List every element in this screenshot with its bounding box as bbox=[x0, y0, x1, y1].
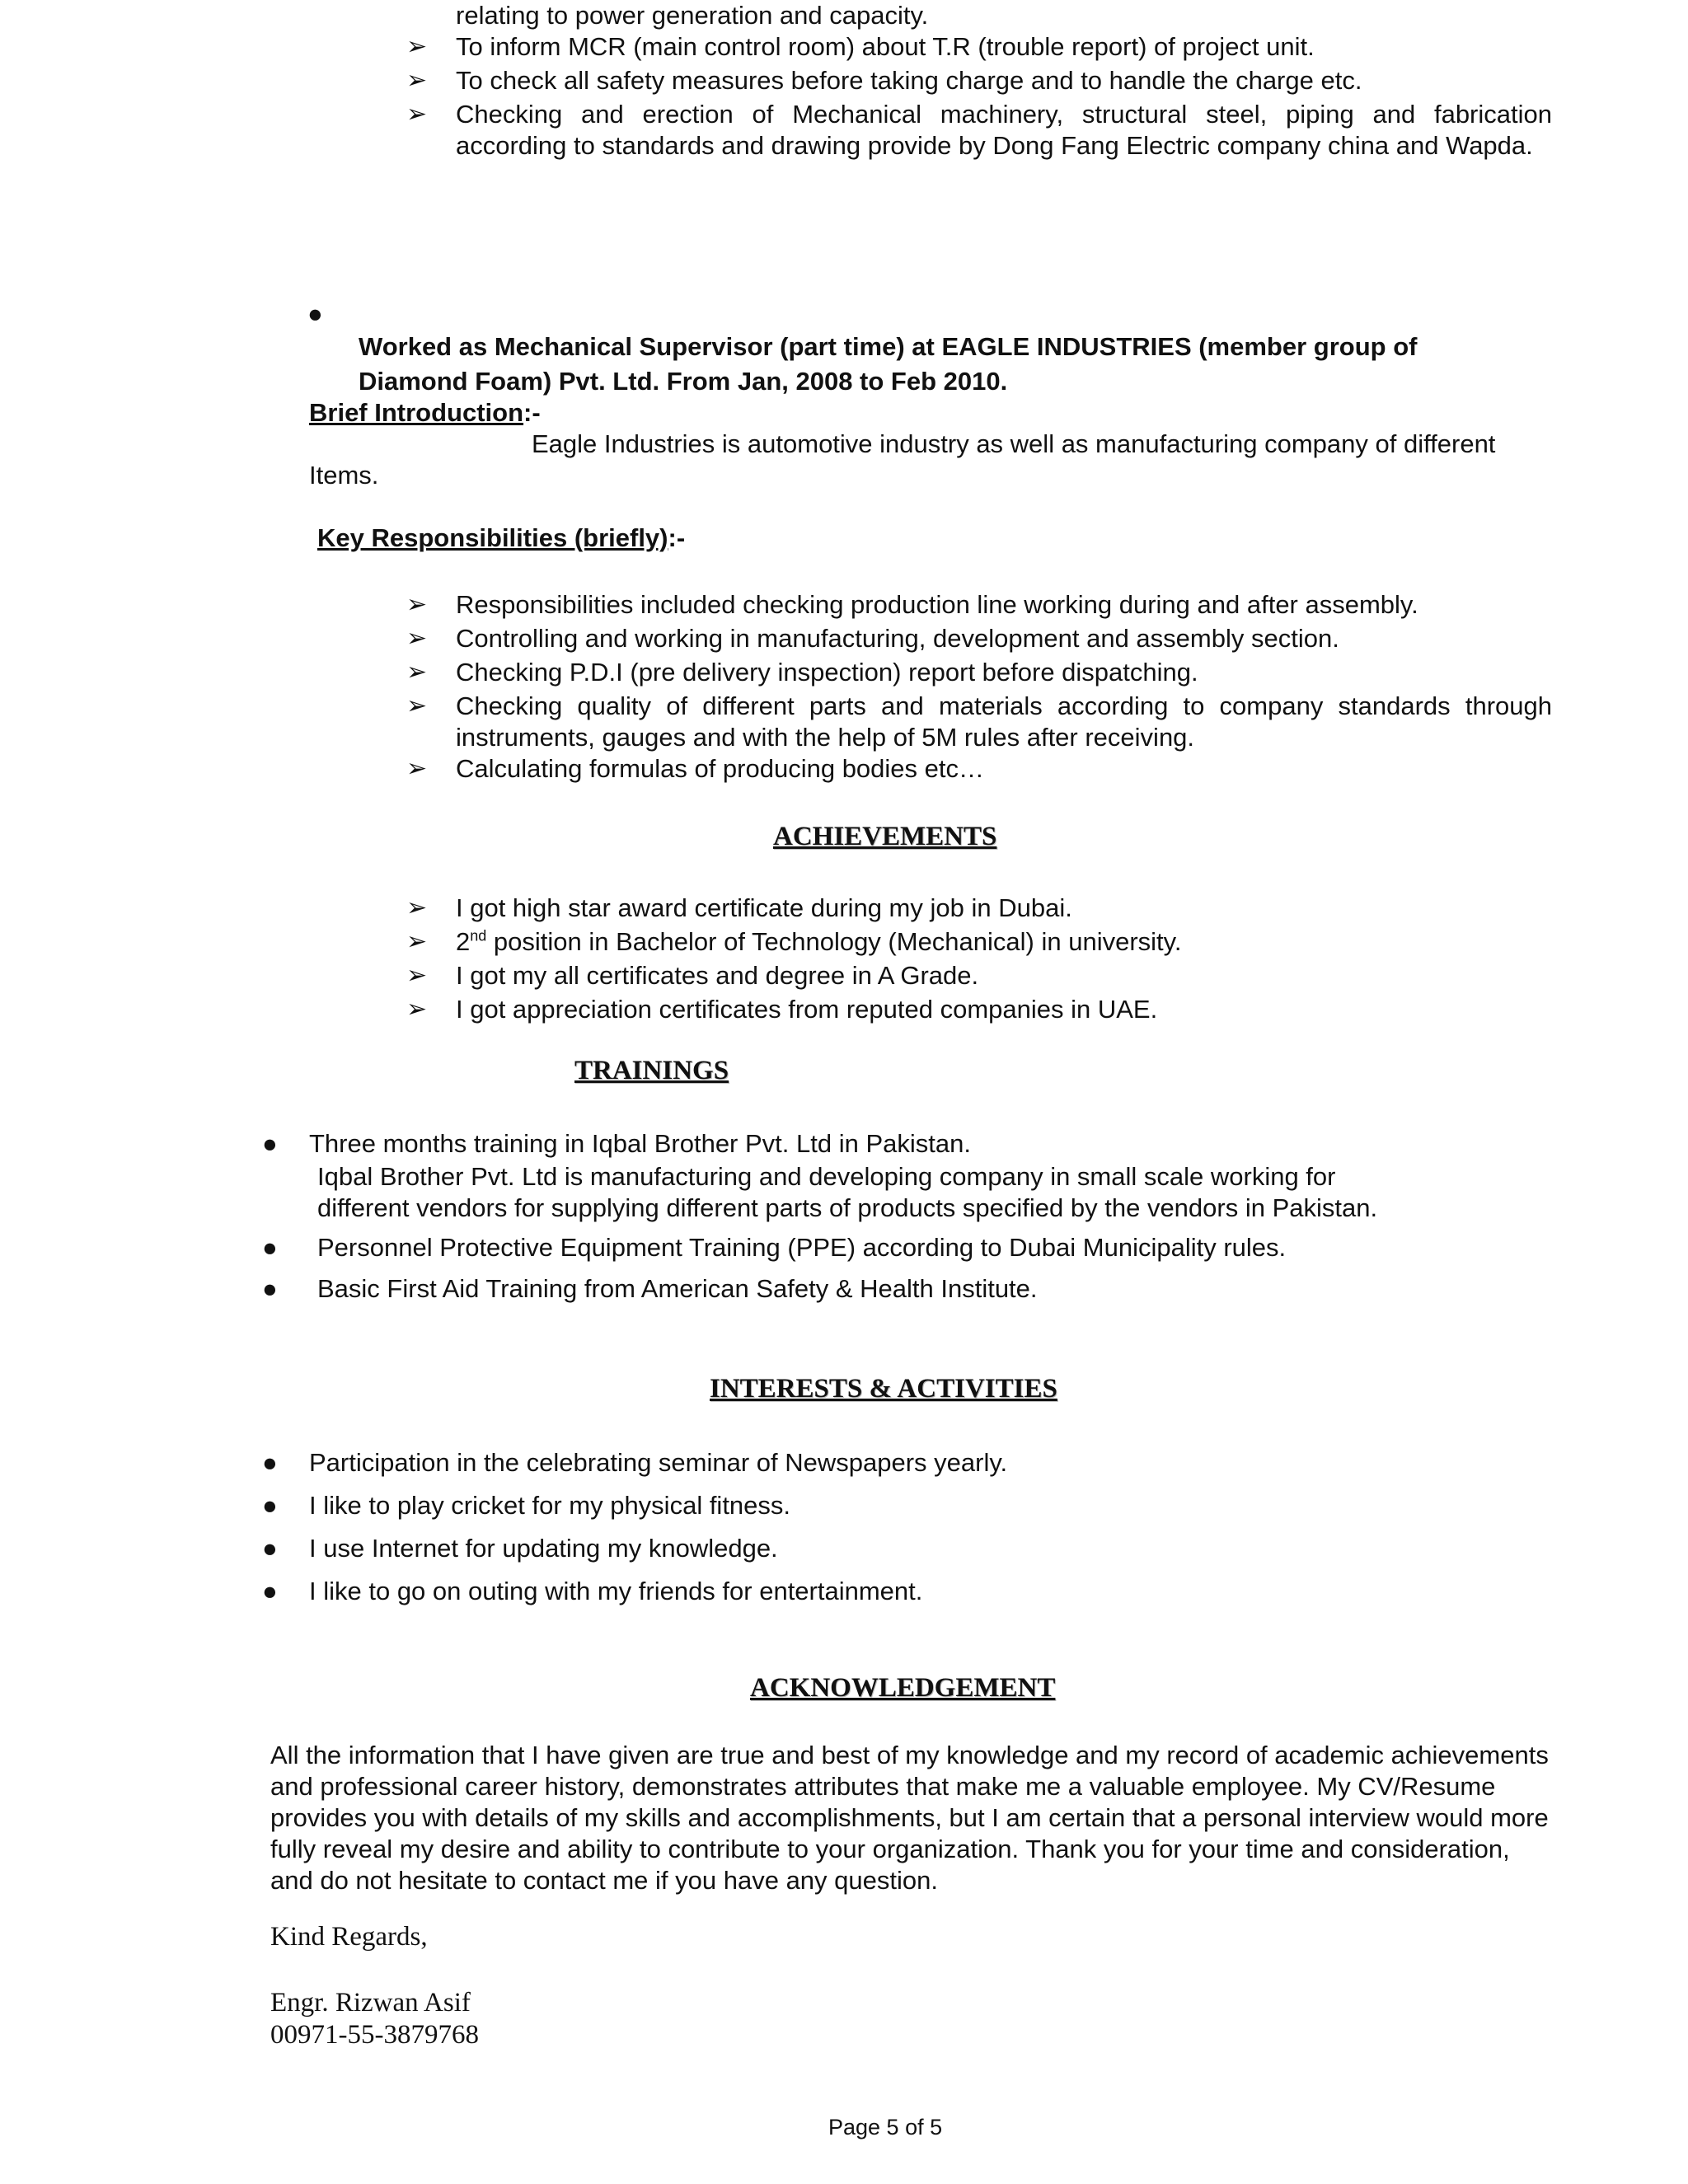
list-item bbox=[406, 893, 1552, 926]
acknowledgement-text: All the information that I have given are true and best of my knowledge and my record of academic achievements and professional career history, demonstrates attributes that make me a valuable employee. My CV/Resume provides you with details of my skills and accomplishments, but I am certain that a personal interview would more fully reveal my desire and ability to contribute to your organization. Thank you for your time and consideration, and do not hesitate to contact me if you have any question. bbox=[270, 1741, 1549, 1895]
job-title: Worked as Mechanical Supervisor (part time) at EAGLE INDUSTRIES (member group of Diamond Foam) Pvt. Ltd. From Jan, 2008 to Feb 2010. bbox=[359, 332, 1418, 396]
list-item bbox=[406, 960, 1552, 994]
list-item bbox=[406, 926, 1552, 960]
list-item-text: I got my all certificates and degree in A Grade. bbox=[456, 961, 979, 990]
brief-introduction-suffix: :- bbox=[523, 398, 541, 427]
arrow-bullet-icon: ➢ bbox=[406, 658, 428, 687]
list-item-text: To inform MCR (main control room) about T.R (trouble report) of project unit. bbox=[456, 32, 1315, 61]
key-responsibilities-suffix: :- bbox=[668, 523, 686, 552]
ordinal-suffix: nd bbox=[470, 927, 487, 944]
bullet-dot-icon: ● bbox=[307, 299, 323, 328]
list-item bbox=[406, 99, 1552, 162]
list-item bbox=[406, 691, 1552, 753]
arrow-bullet-icon: ➢ bbox=[406, 66, 428, 95]
key-responsibilities-list bbox=[406, 589, 1552, 787]
list-item-text: I got high star award certificate during my job in Dubai. bbox=[456, 893, 1072, 922]
bullet-dot-icon: ● bbox=[262, 1129, 278, 1158]
interest-item bbox=[262, 1576, 1432, 1619]
list-item-text: I got appreciation certificates from reputed companies in UAE. bbox=[456, 995, 1158, 1024]
achievements-heading: ACHIEVEMENTS bbox=[773, 822, 997, 851]
arrow-bullet-icon: ➢ bbox=[406, 995, 428, 1024]
list-item bbox=[406, 623, 1552, 657]
bullet-dot-icon: ● bbox=[262, 1534, 278, 1563]
training-description: Iqbal Brother Pvt. Ltd is manufacturing and developing company in small scale working for different vendors for supplying different parts of products specified by the vendors in Pakistan. bbox=[317, 1162, 1378, 1222]
list-item-text: Controlling and working in manufacturing, development and assembly section. bbox=[456, 624, 1339, 653]
training-item bbox=[262, 1128, 1432, 1161]
key-responsibilities-label bbox=[317, 523, 685, 554]
interest-item bbox=[262, 1533, 1432, 1576]
trainings-list bbox=[262, 1128, 1432, 1315]
interest-item bbox=[262, 1447, 1432, 1490]
trainings-heading: TRAININGS bbox=[574, 1056, 729, 1085]
brief-introduction-text: Eagle Industries is automotive industry as well as manufacturing company of different bbox=[532, 429, 1496, 458]
bullet-dot-icon: ● bbox=[262, 1577, 278, 1605]
list-item bbox=[406, 31, 1552, 65]
continuation-line: relating to power generation and capacity. bbox=[456, 1, 929, 30]
bullet-dot-icon: ● bbox=[262, 1491, 278, 1520]
arrow-bullet-icon: ➢ bbox=[406, 32, 428, 61]
brief-introduction-heading: Brief Introduction bbox=[309, 398, 524, 427]
bullet-dot-icon: ● bbox=[262, 1233, 278, 1262]
list-item bbox=[406, 753, 1552, 787]
interests-heading: INTERESTS & ACTIVITIES bbox=[710, 1374, 1057, 1404]
achievements-list bbox=[406, 893, 1552, 1028]
training-title: Personnel Protective Equipment Training (PPE) according to Dubai Municipality rules. bbox=[317, 1233, 1287, 1262]
ordinal-number: 2 bbox=[456, 927, 471, 956]
job-heading bbox=[307, 298, 1519, 399]
training-title: Three months training in Iqbal Brother Pvt. Ltd in Pakistan. bbox=[309, 1129, 971, 1158]
arrow-bullet-icon: ➢ bbox=[406, 893, 428, 922]
arrow-bullet-icon: ➢ bbox=[406, 754, 428, 783]
arrow-bullet-icon: ➢ bbox=[406, 624, 428, 653]
arrow-list bbox=[406, 893, 1552, 1028]
interest-text: I like to go on outing with my friends for entertainment. bbox=[309, 1577, 923, 1605]
list-item-text: Checking P.D.I (pre delivery inspection) report before dispatching. bbox=[456, 658, 1198, 687]
training-title: Basic First Aid Training from American Safety & Health Institute. bbox=[317, 1274, 1038, 1303]
arrow-bullet-icon: ➢ bbox=[406, 691, 428, 720]
arrow-bullet-icon: ➢ bbox=[406, 961, 428, 990]
interest-text: Participation in the celebrating seminar of Newspapers yearly. bbox=[309, 1448, 1008, 1477]
arrow-list bbox=[406, 31, 1552, 162]
signature-phone: 00971-55-3879768 bbox=[270, 2020, 479, 2050]
bullet-dot-icon: ● bbox=[262, 1448, 278, 1477]
list-item bbox=[406, 657, 1552, 691]
arrow-bullet-icon: ➢ bbox=[406, 100, 428, 129]
key-responsibilities-heading: Key Responsibilities (briefly) bbox=[317, 523, 668, 552]
training-item bbox=[262, 1273, 1432, 1315]
list-item bbox=[406, 994, 1552, 1028]
interests-list bbox=[262, 1447, 1432, 1619]
brief-introduction-label bbox=[309, 397, 541, 429]
brief-introduction-text-continued: Items. bbox=[309, 461, 379, 490]
list-item-text: To check all safety measures before taking charge and to handle the charge etc. bbox=[456, 66, 1362, 95]
arrow-bullet-icon: ➢ bbox=[406, 590, 428, 619]
acknowledgement-heading: ACKNOWLEDGEMENT bbox=[750, 1673, 1056, 1703]
list-item-text: Responsibilities included checking production line working during and after assembly. bbox=[456, 590, 1418, 619]
list-item-text: Checking and erection of Mechanical machinery, structural steel, piping and fabrication according to standards and drawing provide by Dong Fang Electric company china and Wapda. bbox=[456, 100, 1552, 160]
list-item bbox=[406, 65, 1552, 99]
list-item-text: position in Bachelor of Technology (Mechanical) in university. bbox=[493, 927, 1182, 956]
bullet-dot-icon: ● bbox=[262, 1274, 278, 1303]
training-item bbox=[262, 1232, 1432, 1273]
arrow-bullet-icon: ➢ bbox=[406, 927, 428, 956]
top-responsibilities bbox=[406, 0, 1552, 162]
interest-text: I use Internet for updating my knowledge. bbox=[309, 1534, 778, 1563]
signature-name: Engr. Rizwan Asif bbox=[270, 1988, 471, 2018]
page-number: Page 5 of 5 bbox=[828, 2115, 943, 2139]
closing-regards: Kind Regards, bbox=[270, 1922, 428, 1952]
interest-text: I like to play cricket for my physical fitness. bbox=[309, 1491, 791, 1520]
list-item-text: Calculating formulas of producing bodies etc… bbox=[456, 754, 985, 783]
list-item bbox=[406, 589, 1552, 623]
interest-item bbox=[262, 1490, 1432, 1533]
list-item-text: Checking quality of different parts and materials according to company standards through instruments, gauges and with the help of 5M rules after receiving. bbox=[456, 691, 1552, 752]
arrow-list bbox=[406, 589, 1552, 787]
